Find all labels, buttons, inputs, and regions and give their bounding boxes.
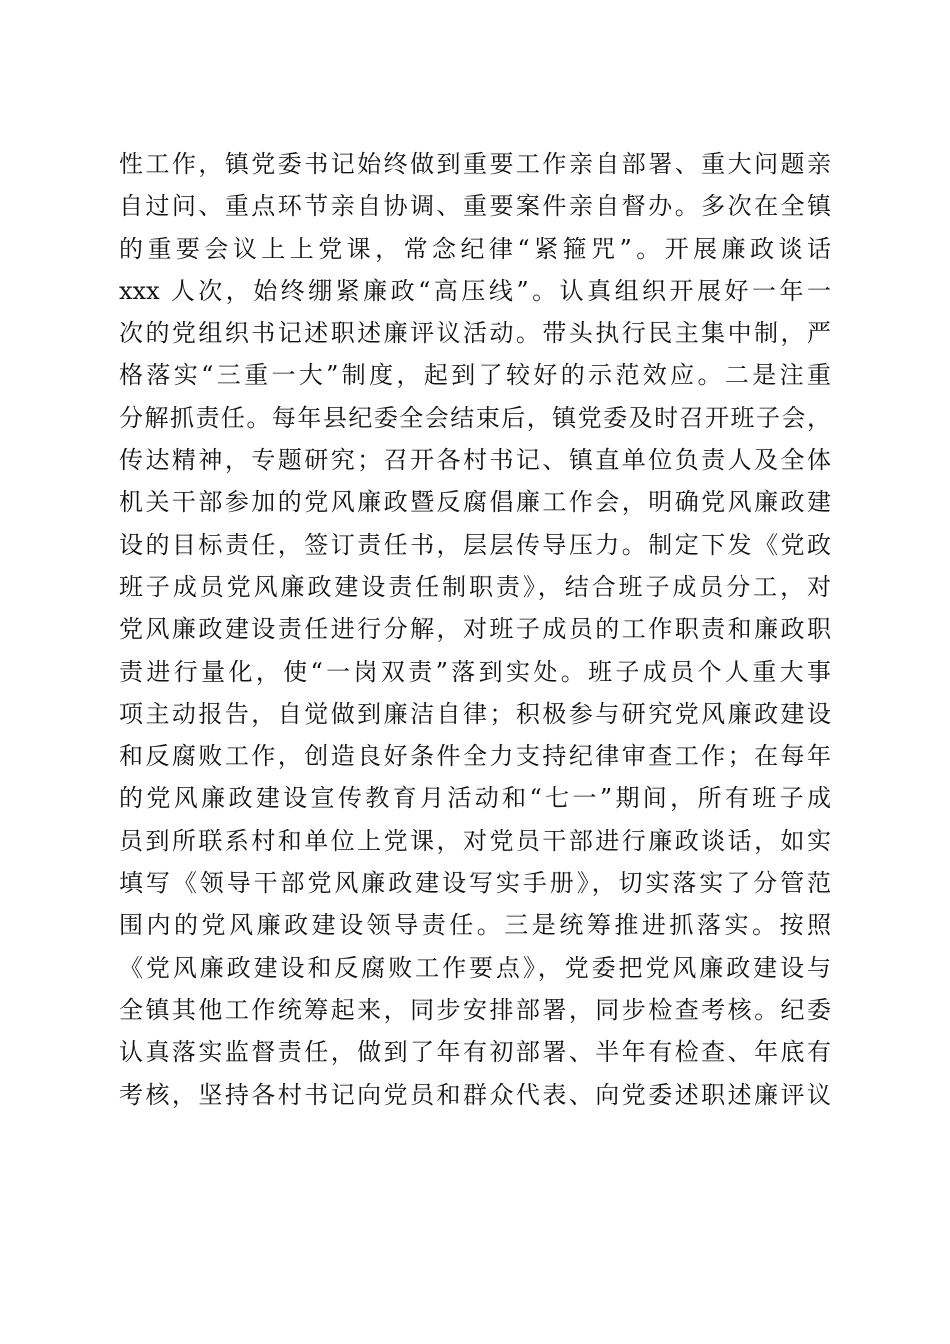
text-line: 项主动报告，自觉做到廉洁自律；积极参与研究党风廉政建设 xyxy=(119,699,831,728)
text-line: 《党风廉政建设和反腐败工作要点》，党委把党风廉政建设与 xyxy=(119,953,831,982)
text-line: 和反腐败工作，创造良好条件全力支持纪律审查工作；在每年 xyxy=(119,742,831,771)
text-line: 员到所联系村和单位上党课，对党员干部进行廉政谈话，如实 xyxy=(119,826,831,855)
text-line: 考核，坚持各村书记向党员和群众代表、向党委述职述廉评议 xyxy=(119,1080,831,1109)
text-line: 党风廉政建设责任进行分解，对班子成员的工作职责和廉政职 xyxy=(119,615,831,644)
text-line: 机关干部参加的党风廉政暨反腐倡廉工作会，明确党风廉政建 xyxy=(119,488,831,517)
text-line: 班子成员党风廉政建设责任制职责》，结合班子成员分工，对 xyxy=(119,572,831,601)
text-line: 次的党组织书记述职述廉评议活动。带头执行民主集中制，严 xyxy=(119,319,831,348)
body-paragraph xyxy=(119,143,831,1116)
text-line: 全镇其他工作统筹起来，同步安排部署，同步检查考核。纪委 xyxy=(119,995,831,1024)
text-line: 分解抓责任。每年县纪委全会结束后，镇党委及时召开班子会， xyxy=(119,403,831,432)
text-line: 传达精神，专题研究；召开各村书记、镇直单位负责人及全体 xyxy=(119,446,831,475)
text-line: 的重要会议上上党课，常念纪律“紧箍咒”。开展廉政谈话 xyxy=(119,234,831,263)
text-line: 自过问、重点环节亲自协调、重要案件亲自督办。多次在全镇 xyxy=(119,192,831,221)
text-line: 的党风廉政建设宣传教育月活动和“七一”期间，所有班子成 xyxy=(119,784,831,813)
text-line: 填写《领导干部党风廉政建设写实手册》，切实落实了分管范 xyxy=(119,869,831,898)
text-line: 认真落实监督责任，做到了年有初部署、半年有检查、年底有 xyxy=(119,1038,831,1067)
text-line: xxx 人次，始终绷紧廉政“高压线”。认真组织开展好一年一 xyxy=(119,276,831,305)
text-line: 格落实“三重一大”制度，起到了较好的示范效应。二是注重 xyxy=(119,361,831,390)
text-line: 责进行量化，使“一岗双责”落到实处。班子成员个人重大事 xyxy=(119,657,831,686)
text-line: 设的目标责任，签订责任书，层层传导压力。制定下发《党政 xyxy=(119,530,831,559)
text-line: 性工作，镇党委书记始终做到重要工作亲自部署、重大问题亲 xyxy=(119,150,831,178)
text-line: 围内的党风廉政建设领导责任。三是统筹推进抓落实。按照 xyxy=(119,911,831,940)
